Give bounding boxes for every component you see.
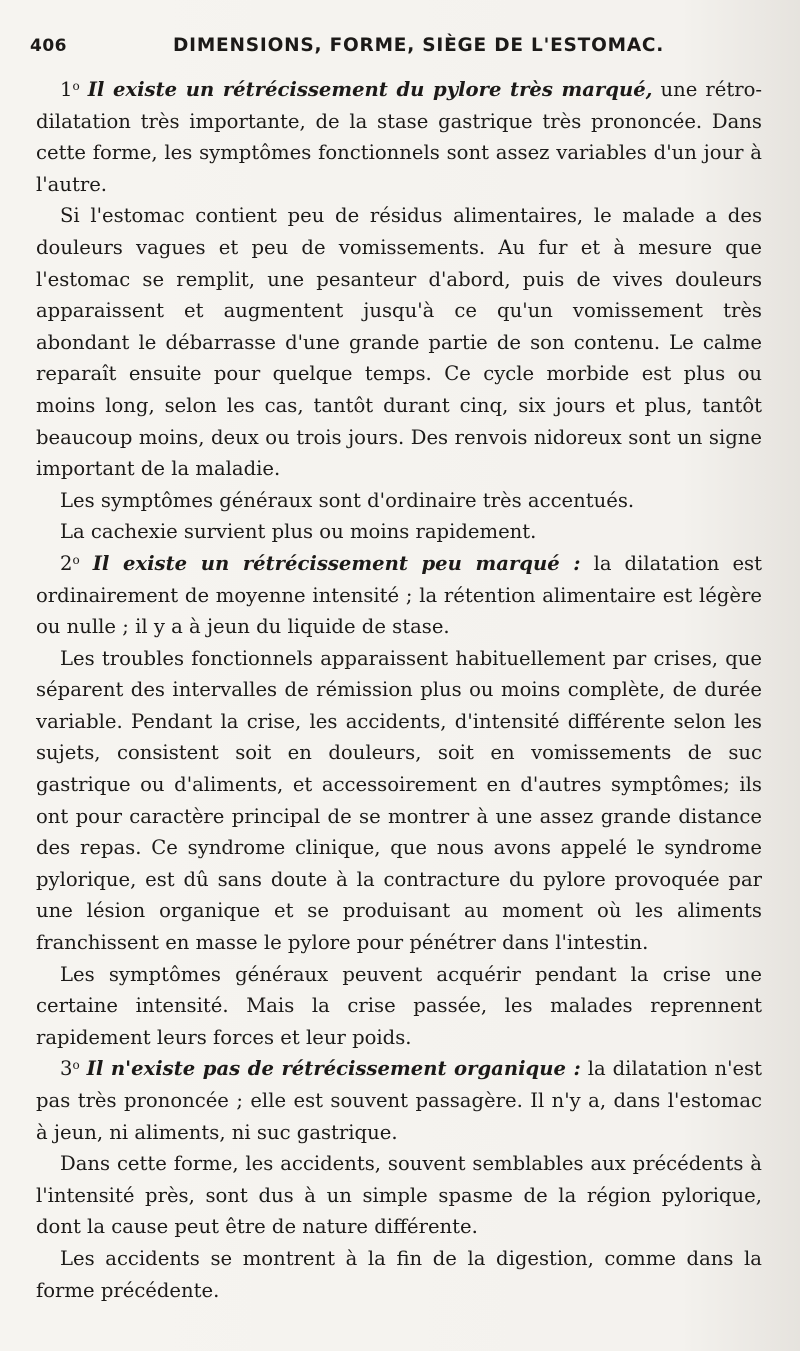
paragraph	[36, 959, 762, 1054]
paragraph-text: La cachexie survient plus ou moins rapidement.	[60, 520, 537, 544]
body-text	[36, 74, 762, 1306]
paragraph	[36, 516, 762, 548]
paragraph-text: Les accidents se montrent à la fin de la digestion, comme dans la forme précédente.	[36, 1246, 762, 1302]
paragraph-form-2	[36, 548, 762, 643]
paragraph-text: Dans cette forme, les accidents, souvent semblables aux précédents à l'intensité près, sont dus à un simple spasme de la région pylorique, dont la cause peut être de nature différente.	[36, 1152, 762, 1239]
paragraph-form-1	[36, 74, 762, 200]
paragraph	[36, 200, 762, 484]
paragraph	[36, 643, 762, 959]
paragraph-form-3	[36, 1053, 762, 1148]
paragraph-text: Si l'estomac contient peu de résidus alimentaires, le malade a des douleurs vagues et peu de vomissements. Au fur et à mesure que l'estomac se remplit, une pesanteur d'abord, puis de vives douleurs apparaissent et augmentent jusqu'à ce qu'un vomissement très abondant le débarrasse d'une grande partie de son contenu. Le calme reparaît ensuite pour quelque temps. Ce cycle morbide est plus ou moins long, selon les cas, tantôt durant cinq, six jours et plus, tantôt beaucoup moins, deux ou trois jours. Des renvois nidoreux sont un signe important de la maladie.	[36, 204, 762, 481]
section-number-1: 1	[60, 78, 73, 101]
paragraph-text: la dilatation est ordinairement de moyenne intensité ; la rétention alimentaire est légère ou nulle ; il y a à jeun du liquide de stase.	[36, 551, 762, 639]
section-number-2: 2	[60, 551, 73, 575]
paragraph-text: Les symptômes généraux peuvent acquérir pendant la crise une certaine intensité. Mais la crise passée, les malades reprennent rapidement leurs forces et leur poids.	[36, 962, 762, 1049]
ordinal-mark-1: o	[72, 79, 80, 93]
ordinal-mark-2: o	[72, 552, 80, 567]
running-title: DIMENSIONS, FORME, SIÈGE DE L'ESTOMAC.	[173, 35, 665, 56]
section-heading-1: Il existe un rétrécissement du pylore très marqué,	[87, 78, 653, 101]
ordinal-mark-3: o	[72, 1058, 80, 1073]
paragraph-text: une rétro-dilatation très importante, de la stase gastrique très prononcée. Dans cette forme, les symptômes fonctionnels sont assez variables d'un jour à l'autre.	[36, 78, 763, 196]
page-header	[30, 32, 770, 60]
section-heading-2: Il existe un rétrécissement peu marqué :	[92, 551, 581, 575]
paragraph	[36, 1148, 762, 1243]
paragraph-text: Les troubles fonctionnels apparaissent habituellement par crises, que séparent des intervalles de rémission plus ou moins complète, de durée variable. Pendant la crise, les accidents, d'intensité différente selon les sujets, consistent soit en douleurs, soit en vomissements de suc gastrique ou d'aliments, et accessoirement en d'autres symptômes; ils ont pour caractère principal de se montrer à une assez grande distance des repas. Ce syndrome clinique, que nous avons appelé le syndrome pylorique, est dû sans doute à la contracture du pylore provoquée par une lésion organique et se produisant au moment où les aliments franchissent en masse le pylore pour pénétrer dans l'intestin.	[36, 646, 762, 955]
section-heading-3: Il n'existe pas de rétrécissement organique :	[86, 1057, 581, 1081]
page-number: 406	[30, 36, 67, 56]
section-number-3: 3	[60, 1057, 73, 1081]
paragraph	[36, 1243, 762, 1306]
paragraph-text: Les symptômes généraux sont d'ordinaire très accentués.	[60, 488, 635, 512]
paragraph-text: la dilatation n'est pas très prononcée ; elle est souvent passagère. Il n'y a, dans l'estomac à jeun, ni aliments, ni suc gastrique.	[36, 1057, 762, 1144]
paragraph	[36, 485, 762, 517]
